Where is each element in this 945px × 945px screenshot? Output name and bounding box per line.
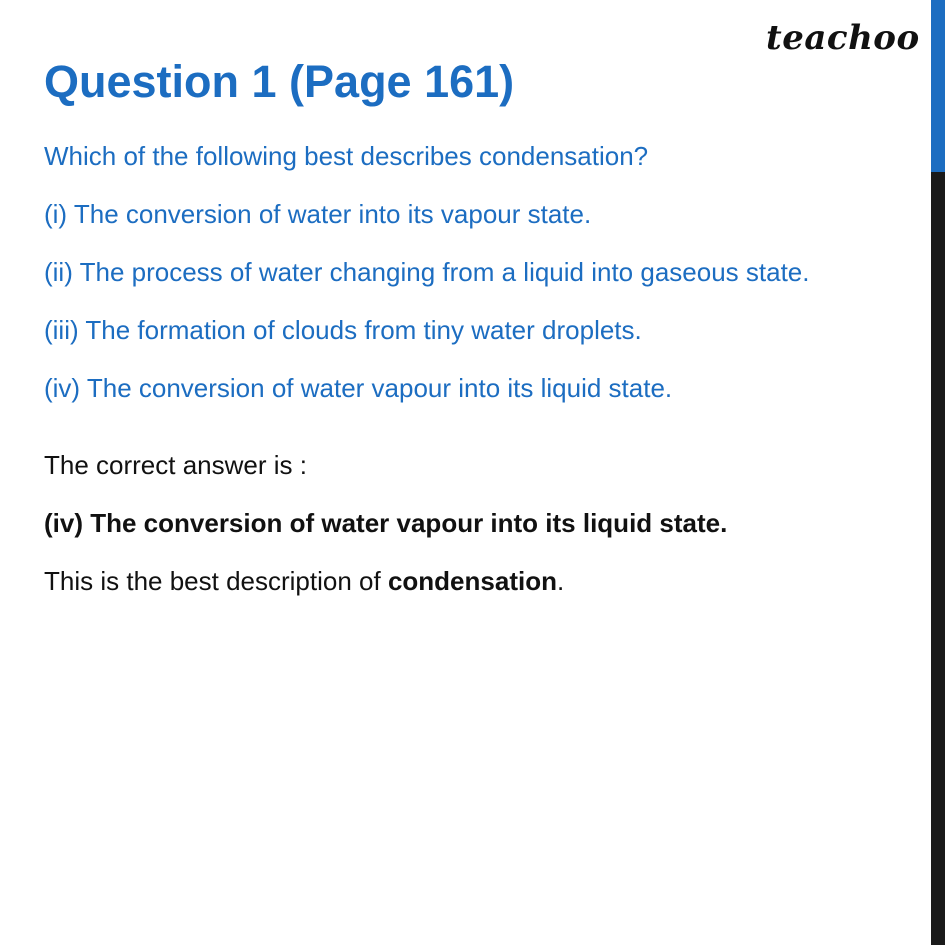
option-ii: (ii) The process of water changing from a liquid into gaseous state. <box>44 257 810 287</box>
side-bar-accent <box>931 0 945 172</box>
explanation-term: condensation <box>387 566 557 596</box>
question-block <box>44 140 924 430</box>
teachoo-logo: teachoo <box>766 18 920 58</box>
question-prompt: Which of the following best describes condensation? <box>44 141 649 171</box>
explanation-suffix: . <box>556 566 565 596</box>
correct-answer: (iv) The conversion of water vapour into its liquid state. <box>44 508 728 538</box>
option-iv: (iv) The conversion of water vapour into its liquid state. <box>44 373 673 403</box>
page-title: Question 1 (Page 161) <box>44 56 515 107</box>
answer-explanation <box>44 565 924 597</box>
explanation-prefix: This is the best description of <box>44 566 388 596</box>
answer-intro: The correct answer is : <box>44 450 307 480</box>
option-iii: (iii) The formation of clouds from tiny water droplets. <box>44 315 642 345</box>
option-i: (i) The conversion of water into its vapour state. <box>44 199 592 229</box>
side-bar <box>931 0 945 945</box>
answer-block <box>44 449 924 623</box>
